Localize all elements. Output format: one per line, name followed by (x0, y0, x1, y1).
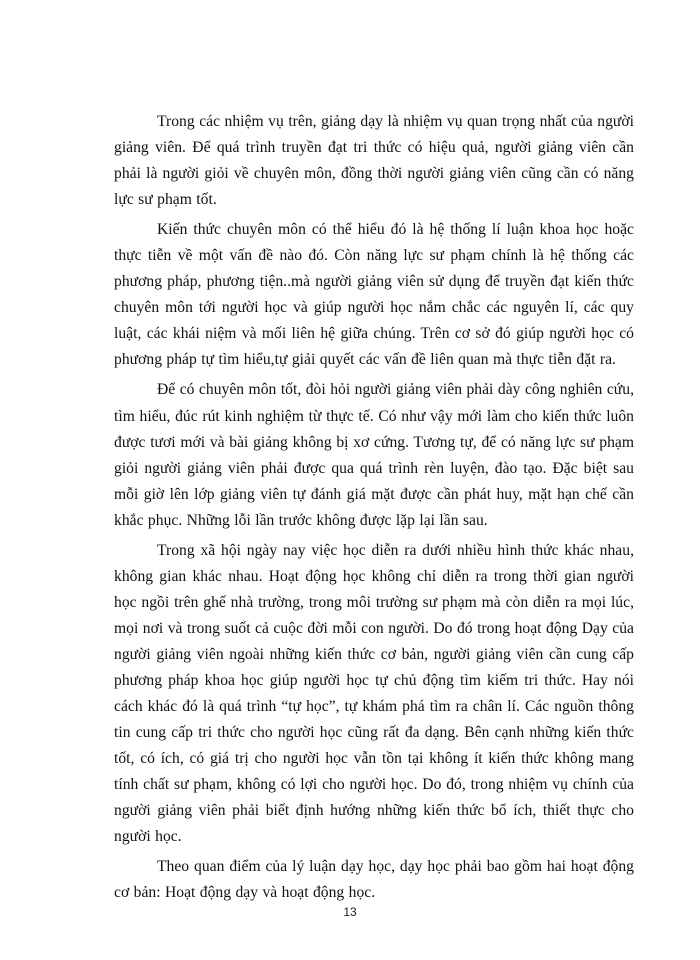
paragraph-4: Trong xã hội ngày nay việc học diễn ra dưới nhiều hình thức khác nhau, không gian khác nhau. Hoạt động học không chỉ diễn ra trong thời gian người học ngồi trên ghế nhà trường, trong môi trường sư phạm mà còn diễn ra mọi lúc, mọi nơi và trong suốt cả cuộc đời mỗi con người. Do đó trong hoạt động Dạy của người giảng viên ngoài những kiến thức cơ bản, người giảng viên cần cung cấp phương pháp khoa học giúp người học tự chủ động tìm kiếm tri thức. Hay nói cách khác đó là quá trình “tự học”, tự khám phá tìm ra chân lí. Các nguồn thông tin cung cấp tri thức cho người học cũng rất đa dạng. Bên cạnh những kiến thức tốt, có ích, có giá trị cho người học vẫn tồn tại không ít kiến thức không mang tính chất sư phạm, không có lợi cho người học. Do đó, trong nhiệm vụ chính của người giảng viên phải biết định hướng những kiến thức bổ ích, thiết thực cho người học. (114, 541, 634, 846)
paragraph-2: Kiến thức chuyên môn có thể hiểu đó là hệ thống lí luận khoa học hoặc thực tiễn về một vấn đề nào đó. Còn năng lực sư phạm chính là hệ thống các phương pháp, phương tiện..mà người giảng viên sử dụng để truyền đạt kiến thức chuyên môn tới người học và giúp người học nắm chắc các nguyên lí, các quy luật, các khái niệm và mối liên hệ giữa chúng. Trên cơ sở đó giúp người học có phương pháp tự tìm hiểu,tự giải quyết các vấn đề liên quan mà thực tiễn đặt ra. (114, 221, 634, 369)
document-body (114, 109, 634, 910)
paragraph-5: Theo quan điểm của lý luận dạy học, dạy học phải bao gồm hai hoạt động cơ bản: Hoạt động dạy và hoạt động học. (114, 858, 634, 902)
paragraph-1: Trong các nhiệm vụ trên, giảng dạy là nhiệm vụ quan trọng nhất của người giảng viên. Để quá trình truyền đạt tri thức có hiệu quả, người giảng viên cần phải là người giỏi về chuyên môn, đồng thời người giảng viên cũng cần có năng lực sư phạm tốt. (114, 113, 634, 209)
page-number: 13 (343, 905, 357, 919)
paragraph-3: Để có chuyên môn tốt, đòi hỏi người giảng viên phải dày công nghiên cứu, tìm hiểu, đúc rút kinh nghiệm từ thực tế. Có như vậy mới làm cho kiến thức luôn được tươi mới và bài giảng không bị xơ cứng. Tương tự, để có năng lực sư phạm giỏi người giảng viên phải được qua quá trình rèn luyện, đào tạo. Đặc biệt sau mỗi giờ lên lớp giảng viên tự đánh giá mặt được cần phát huy, mặt hạn chế cần khắc phục. Những lỗi lần trước không được lặp lại lần sau. (114, 381, 634, 529)
